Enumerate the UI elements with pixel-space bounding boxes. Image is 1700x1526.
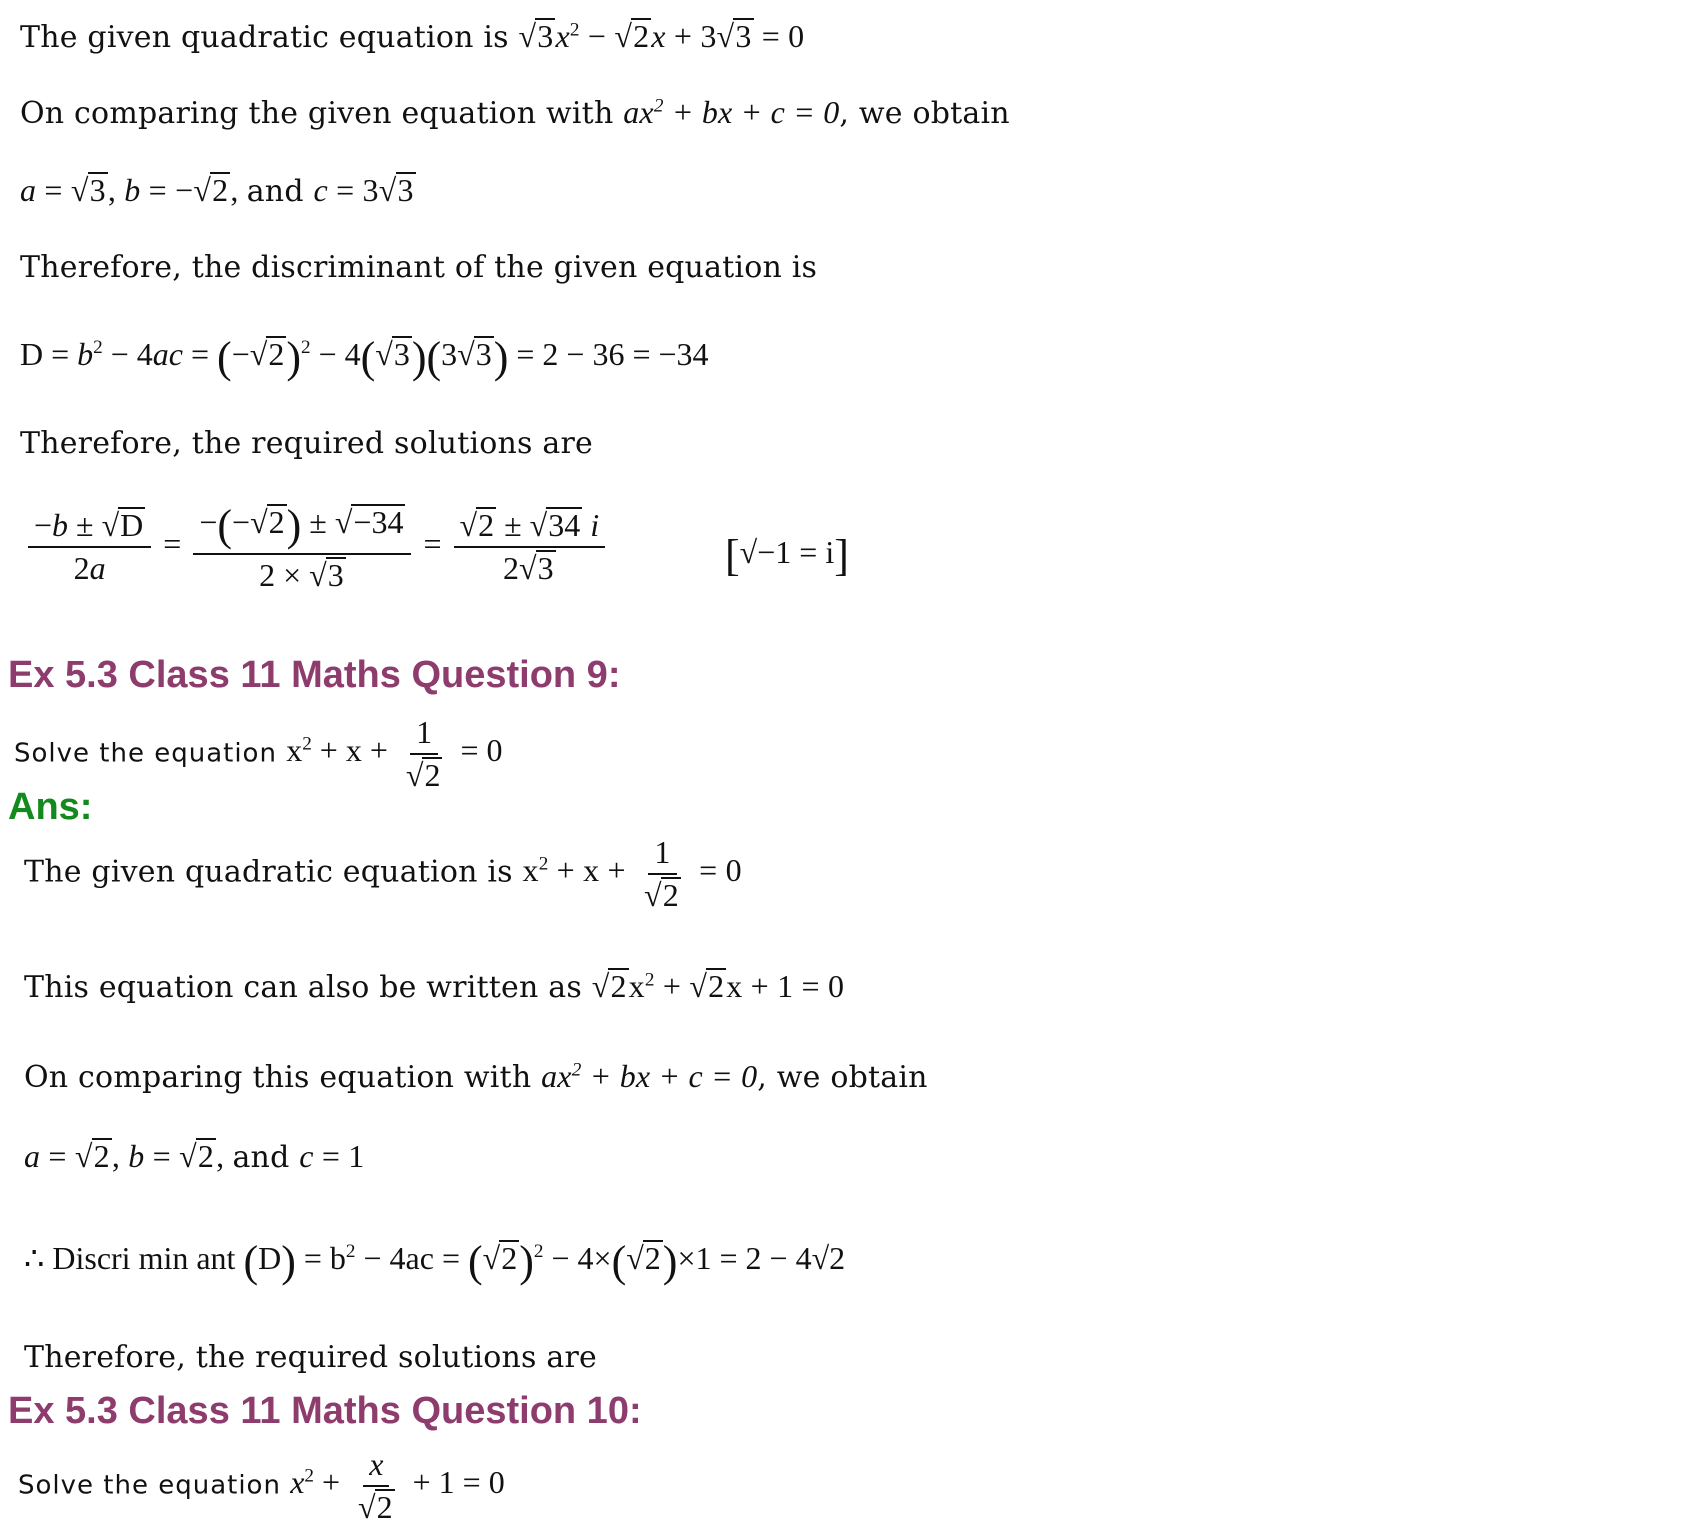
q9-discriminant-label: ∴ Discri min ant — [24, 1239, 236, 1276]
discriminant-formula: $D = b^2 - 4ac = (-√2)^2 - 4(√3)(3√3) = 2 - 36 = -34$ — [20, 333, 709, 382]
question-9-equation: $x^2 + x$ + $\frac{1}{√2}$ = 0 — [286, 714, 503, 793]
q9-discriminant-result: ×1 = 2 − 4√2 — [677, 1239, 846, 1276]
coefficients-math: a = √3, b = −√2, — [20, 172, 247, 208]
q9-discriminant-line: ∴ Discri min ant $(D) = b^2 - 4ac = (√2)^2 - 4\times(√2)\times 1 = 2 - 4√2$ — [24, 1237, 846, 1286]
coefficients-line — [20, 172, 416, 209]
question-10-prompt — [18, 1446, 505, 1526]
q9-and-text: and — [232, 1140, 290, 1175]
given-equation-line — [20, 18, 804, 55]
compare-line — [20, 94, 1010, 131]
q9-coefficients-line — [24, 1138, 365, 1175]
q9-given-math: $x^2 + x$ + $\frac{1}{√2}$ = 0 — [522, 834, 742, 913]
discriminant-result: = 2 − 36 = −34 — [516, 335, 709, 372]
question-9-prompt-text: Solve the equation — [14, 738, 277, 769]
q9-compare-suffix: , we obtain — [757, 1060, 928, 1095]
q9-standard-form: $ax^2$ + bx + c = 0 — [541, 1058, 758, 1094]
given-equation-math: $√3x^2 - √2x + 3√3 = 0$ — [518, 18, 805, 54]
q9-rewrite-text: This equation can also be written as — [24, 970, 582, 1005]
q9-solutions-intro: Therefore, the required solutions are — [24, 1340, 597, 1375]
q9-rewrite-math: $√2x^2 + √2x + 1 = 0$ — [591, 968, 845, 1004]
q9-rewrite-line — [24, 968, 844, 1005]
answer-label: Ans: — [8, 786, 93, 828]
compare-text: On comparing the given equation with — [20, 96, 614, 131]
question-10-prompt-text: Solve the equation — [18, 1470, 281, 1501]
question-9-heading: Ex 5.3 Class 11 Maths Question 9: — [8, 654, 621, 696]
q9-coefficients-math: a = √2, b = √2, — [24, 1138, 233, 1174]
and-text: and — [246, 174, 304, 209]
compare-suffix: , we obtain — [839, 96, 1010, 131]
imaginary-unit-text: √−1 = i — [739, 533, 835, 570]
q9-given-line — [24, 834, 742, 914]
coefficient-c: c = 3√3 — [313, 172, 414, 208]
imaginary-unit-note: [√−1 = i] — [725, 531, 849, 580]
q9-compare-line — [24, 1058, 928, 1095]
question-9-prompt — [14, 714, 503, 794]
discriminant-intro: Therefore, the discriminant of the given equation is — [20, 250, 818, 285]
solutions-formula: $\frac{-b \pm √D}{2a}$ = $\frac{-(-√2) \pm √-34}{2 \times √3}$ = $\frac{√2 \pm √34 i}{2√3}$ — [24, 500, 609, 594]
q9-coefficient-c: c = 1 — [299, 1138, 365, 1174]
standard-form: $ax^2$ + bx + c = 0 — [623, 94, 840, 130]
q9-given-text: The given quadratic equation is — [24, 854, 513, 890]
q9-compare-text: On comparing this equation with — [24, 1060, 532, 1095]
question-10-heading: Ex 5.3 Class 11 Maths Question 10: — [8, 1390, 642, 1432]
solutions-intro: Therefore, the required solutions are — [20, 426, 593, 461]
question-10-equation: $x^2$ + $\frac{x}{√2}$ + 1 = 0 — [290, 1446, 505, 1525]
given-equation-text: The given quadratic equation is — [20, 20, 509, 55]
